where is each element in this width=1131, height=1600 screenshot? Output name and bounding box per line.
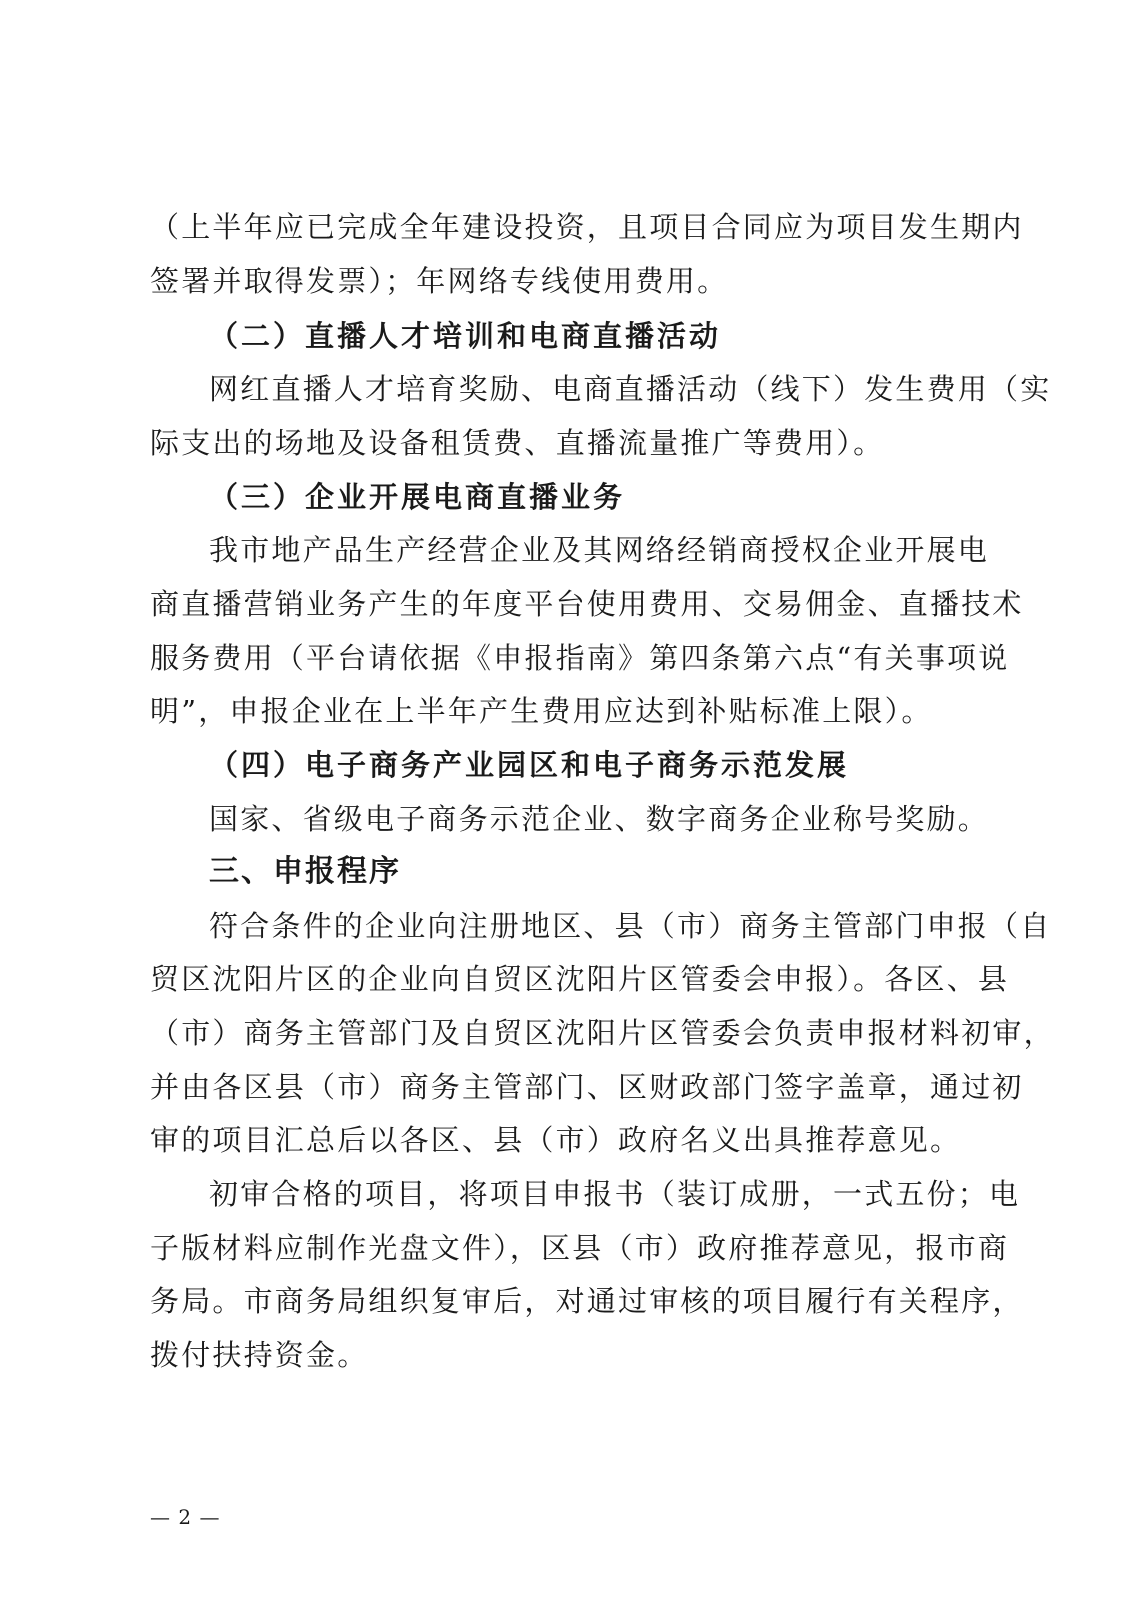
- body-line: 审的项目汇总后以各区、县（市）政府名义出具推荐意见。: [150, 1123, 962, 1157]
- body-line: 际支出的场地及设备租赁费、直播流量推广等费用）。: [150, 426, 885, 460]
- body-line: 务局。市商务局组织复审后，对通过审核的项目履行有关程序，: [150, 1284, 1024, 1318]
- body-line: 子版材料应制作光盘文件），区县（市）政府推荐意见，报市商: [150, 1231, 1010, 1265]
- body-line: （市）商务主管部门及自贸区沈阳片区管委会负责申报材料初审，: [150, 1016, 1055, 1050]
- subsection-heading-4: （四）电子商务产业园区和电子商务示范发展: [209, 748, 850, 782]
- body-line: 服务费用（平台请依据《申报指南》第四条第六点“有关事项说: [150, 641, 1010, 675]
- body-line: 签署并取得发票）；年网络专线使用费用。: [150, 264, 729, 298]
- body-line: 符合条件的企业向注册地区、县（市）商务主管部门申报（自: [209, 909, 1052, 943]
- subsection-heading-2: （二）直播人才培训和电商直播活动: [209, 319, 722, 353]
- body-line: 并由各区县（市）商务主管部门、区财政部门签字盖章，通过初: [150, 1070, 1024, 1104]
- body-line: 初审合格的项目，将项目申报书（装订成册，一式五份；电: [209, 1177, 1021, 1211]
- body-line: 拨付扶持资金。: [150, 1338, 369, 1372]
- section-heading-3: 三、申报程序: [209, 854, 401, 889]
- body-line: 明”，申报企业在上半年产生费用应达到补贴标准上限）。: [150, 694, 933, 728]
- subsection-heading-3: （三）企业开展电商直播业务: [209, 480, 626, 514]
- body-line: 商直播营销业务产生的年度平台使用费用、交易佣金、直播技术: [150, 587, 1024, 621]
- body-line: 贸区沈阳片区的企业向自贸区沈阳片区管委会申报）。各区、县: [150, 962, 1010, 996]
- body-line: 我市地产品生产经营企业及其网络经销商授权企业开展电: [209, 533, 990, 567]
- page-number: — 2 —: [150, 1505, 221, 1529]
- body-line: 网红直播人才培育奖励、电商直播活动（线下）发生费用（实: [209, 372, 1052, 406]
- body-line: （上半年应已完成全年建设投资，且项目合同应为项目发生期内: [150, 210, 1024, 244]
- body-line: 国家、省级电子商务示范企业、数字商务企业称号奖励。: [209, 802, 990, 836]
